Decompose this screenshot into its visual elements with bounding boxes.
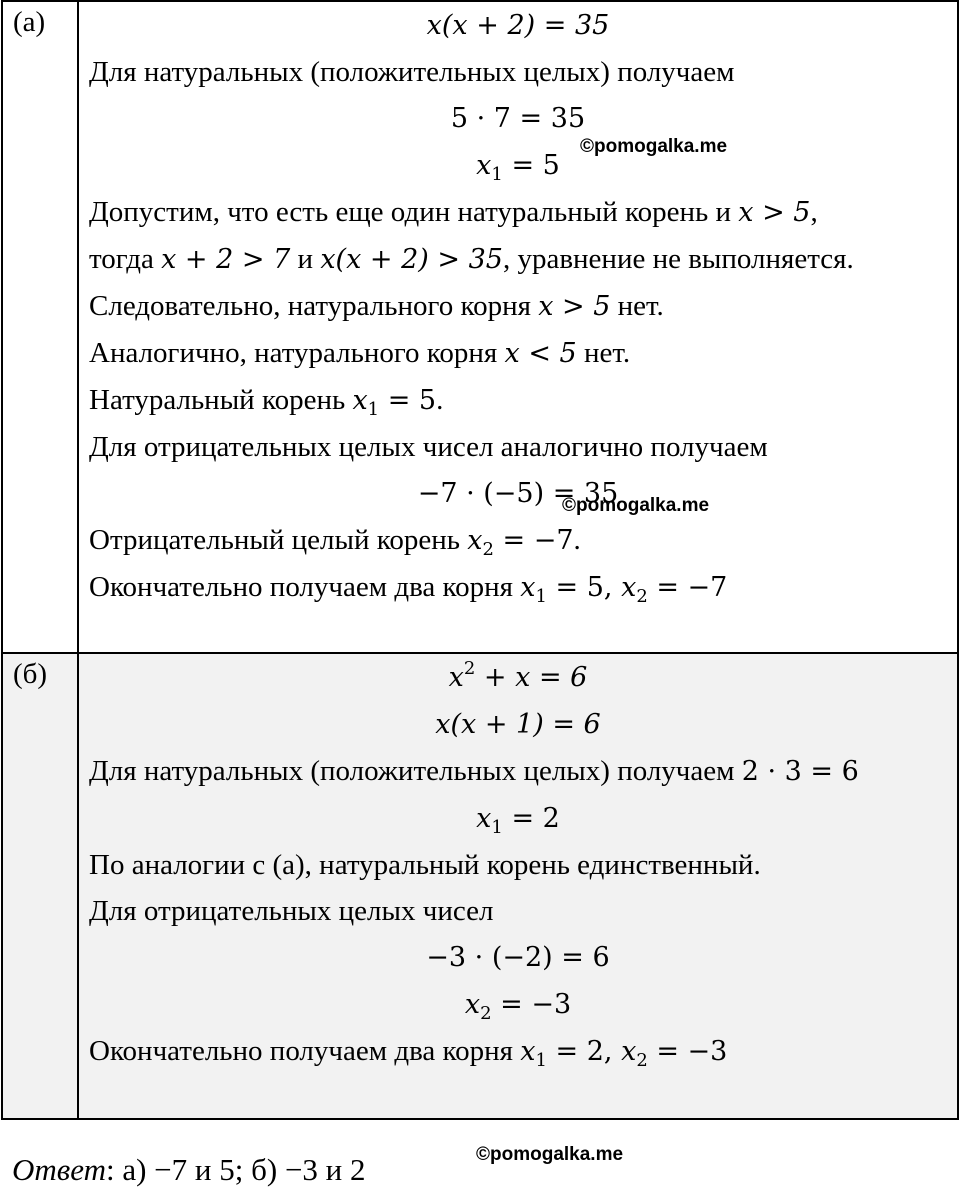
part-b-root-1: $x_1 = 2$ (476, 803, 560, 838)
watermark: ©pomogalka.me (476, 1144, 624, 1165)
part-a-line-then: тогда x + 2 > 7 и x(x + 2) > 35, уравнение не выполняется. (89, 243, 854, 275)
part-a-line-similarly: Аналогично, натурального корня x < 5 нет. (89, 337, 631, 369)
part-a-text-natural: Для натуральных (положительных целых) получаем (89, 56, 735, 88)
answer-label: Ответ (12, 1152, 106, 1187)
part-a-text-negative: Для отрицательных целых чисел аналогично получаем (89, 431, 768, 463)
part-b-row (2, 653, 958, 1119)
part-a-root-1: $x_1 = 5$ (476, 150, 560, 185)
watermark: ©pomogalka.me (562, 495, 710, 516)
part-b-label: (б) (2, 653, 78, 1119)
part-b-text-negative: Для отрицательных целых чисел (89, 895, 494, 927)
part-a-line-final: Окончательно получаем два корня $x_1 = 5$, $x_2 = -7$ (89, 571, 728, 607)
part-b-content (78, 653, 958, 1119)
part-a-line-therefore: Следовательно, натурального корня x > 5 нет. (89, 290, 664, 322)
part-b-equation-1: $x^2 + x = 6$ (448, 658, 588, 693)
part-a-equation-1: x(x + 2) = 35 (426, 10, 610, 41)
watermark: ©pomogalka.me (580, 136, 728, 157)
part-b-line-final: Окончательно получаем два корня $x_1 = 2$, $x_2 = -3$ (89, 1035, 728, 1071)
part-b-equation-2: x(x + 1) = 6 (435, 709, 601, 740)
part-b-equation-negative: −3 · (−2) = 6 (426, 942, 610, 973)
part-a-equation-2: 5 · 7 = 35 (450, 103, 586, 134)
part-a-equation-negative: −7 · (−5) = 35 (417, 478, 619, 509)
part-a-label: (а) (2, 1, 78, 653)
part-a-line-negative-root: Отрицательный целый корень $x_2 = -7$. (89, 524, 581, 560)
part-b-root-2: $x_2 = -3$ (464, 989, 572, 1024)
solution-table (1, 0, 959, 1120)
part-a-content (78, 1, 958, 653)
answer-text: : а) −7 и 5; б) −3 и 2 (105, 1152, 366, 1187)
part-a-row (2, 1, 958, 653)
answer-line (12, 1152, 366, 1188)
part-b-line-natural: Для натуральных (положительных целых) получаем 2 · 3 = 6 (89, 755, 859, 787)
part-a-line-natural-root: Натуральный корень $x_1 = 5$. (89, 384, 444, 420)
part-a-line-assume: Допустим, что есть еще один натуральный корень и x > 5, (89, 196, 818, 228)
part-b-text-unique: По аналогии с (а), натуральный корень единственный. (89, 849, 761, 881)
